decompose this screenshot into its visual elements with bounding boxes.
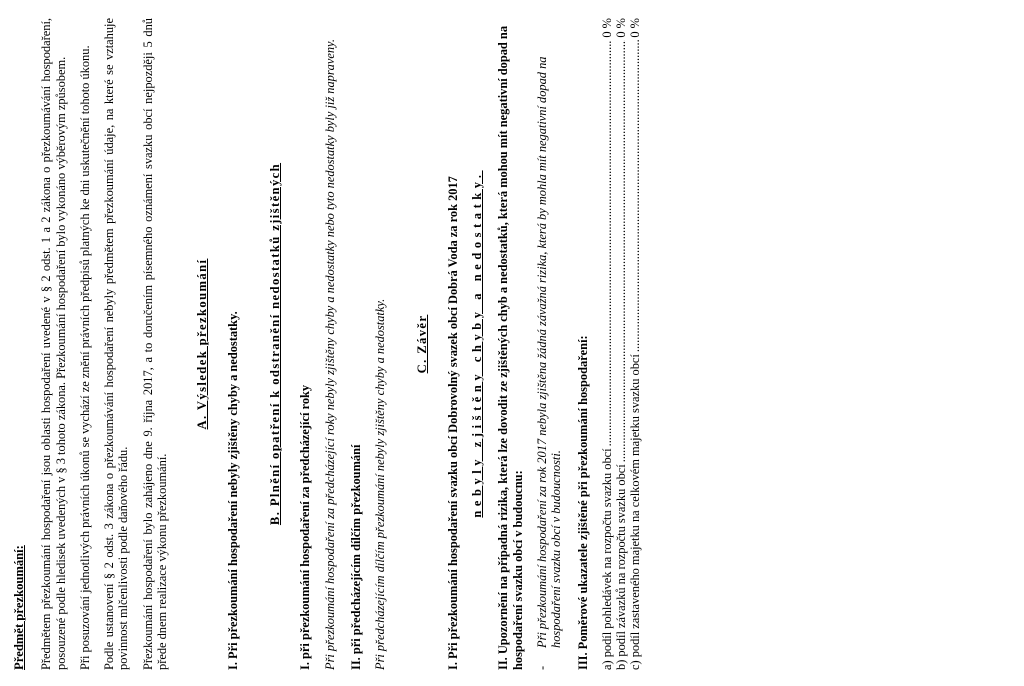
section-b-item1-title: I. při přezkoumání hospodaření za předcházející roky xyxy=(298,384,313,670)
dot-leader xyxy=(614,40,628,463)
indicator-value: 0 % xyxy=(628,18,643,38)
section-a-title: A. Výsledek přezkoumání xyxy=(195,258,210,430)
bullet-dash: - xyxy=(534,665,549,670)
paragraph-start-date: Přezkoumání hospodaření bylo zahájeno dne 9. října 2017, a to doručením písemného oznámení svazku obcí nejpozději 5 dnů přede dnem realizace výkonu přezkoumání. xyxy=(140,18,170,670)
indicator-row xyxy=(628,18,642,670)
paragraph-legal-acts: Při posuzování jednotlivých právních úkonů se vychází ze znění právních předpisů platných ke dni uskutečnění tohoto úkonu. xyxy=(77,45,92,670)
dot-leader xyxy=(628,40,642,353)
section-c-risk-bullet xyxy=(535,18,564,670)
paragraph-confidentiality: Podle ustanovení § 2 odst. 3 zákona o přezkoumávání hospodaření nebyly předmětem přezkoumání údaje, na které se vztahuje povinnost mlčenlivosti podle daňového řádu. xyxy=(102,18,131,670)
indicator-label: b) podíl závazků na rozpočtu svazku obcí xyxy=(614,464,629,670)
section-c-item1: I. Při přezkoumání hospodaření svazku obcí Dobrovolný svazek obcí Dobrá Voda za rok 2017 xyxy=(445,176,460,670)
indicator-row xyxy=(600,18,614,670)
section-b-item1-text: Při přezkoumání hospodaření za předcházející roky nebyly zjištěny chyby a nedostatky nebo tyto nedostatky byly již napraveny. xyxy=(322,39,337,670)
section-c-item3: III. Poměrové ukazatele zjištěné při přezkoumání hospodaření: xyxy=(575,335,590,670)
section-a-result: I. Při přezkoumání hospodaření nebyly zjištěny chyby a nedostatky. xyxy=(225,311,240,670)
indicator-value: 0 % xyxy=(614,18,629,38)
dot-leader xyxy=(600,40,614,447)
section-b-title: B. Plnění opatření k odstranění nedostatků zjištěných xyxy=(267,162,282,526)
paragraph-subject: Předmětem přezkoumání hospodaření jsou oblasti hospodaření uvedené v § 2 odst. 1 a 2 zákona o přezkoumávání hospodaření, posouzené podle hledisek uvedených v § 3 tohoto zákona. Přezkoumání hospodaření bylo vykonáno výběrovým způsobem. xyxy=(39,18,68,670)
section-b-item2-text: Při předcházejícím dílčím přezkoumání nebyly zjištěny chyby a nedostatky. xyxy=(373,298,388,670)
section-c-item1-result: nebyly zjištěny chyby a nedostatky. xyxy=(470,170,485,518)
section-c-item2: II. Upozornění na případná rizika, která lze dovodit ze zjištěných chyb a nedostatků, která mohou mít negativní dopad na hospodaření svazku obcí v budoucnu: xyxy=(496,25,525,670)
indicator-label: a) podíl pohledávek na rozpočtu svazku obcí xyxy=(599,448,614,670)
risk-text: Při přezkoumání hospodaření za rok 2017 nebyla zjištěna žádná závažná rizika, která by mohla mít negativní dopad na hospodaření svazku obcí v budoucnosti. xyxy=(534,56,564,648)
indicator-value: 0 % xyxy=(599,18,614,38)
indicator-label: c) podíl zastaveného majetku na celkovém majetku svazku obcí xyxy=(628,354,643,670)
subject-heading: Předmět přezkoumání: xyxy=(12,545,26,670)
section-c-title: C. Závěr xyxy=(415,314,430,374)
indicator-row xyxy=(614,18,628,670)
section-b-item2-title: II. při předcházejícím dílčím přezkoumání xyxy=(348,444,363,670)
